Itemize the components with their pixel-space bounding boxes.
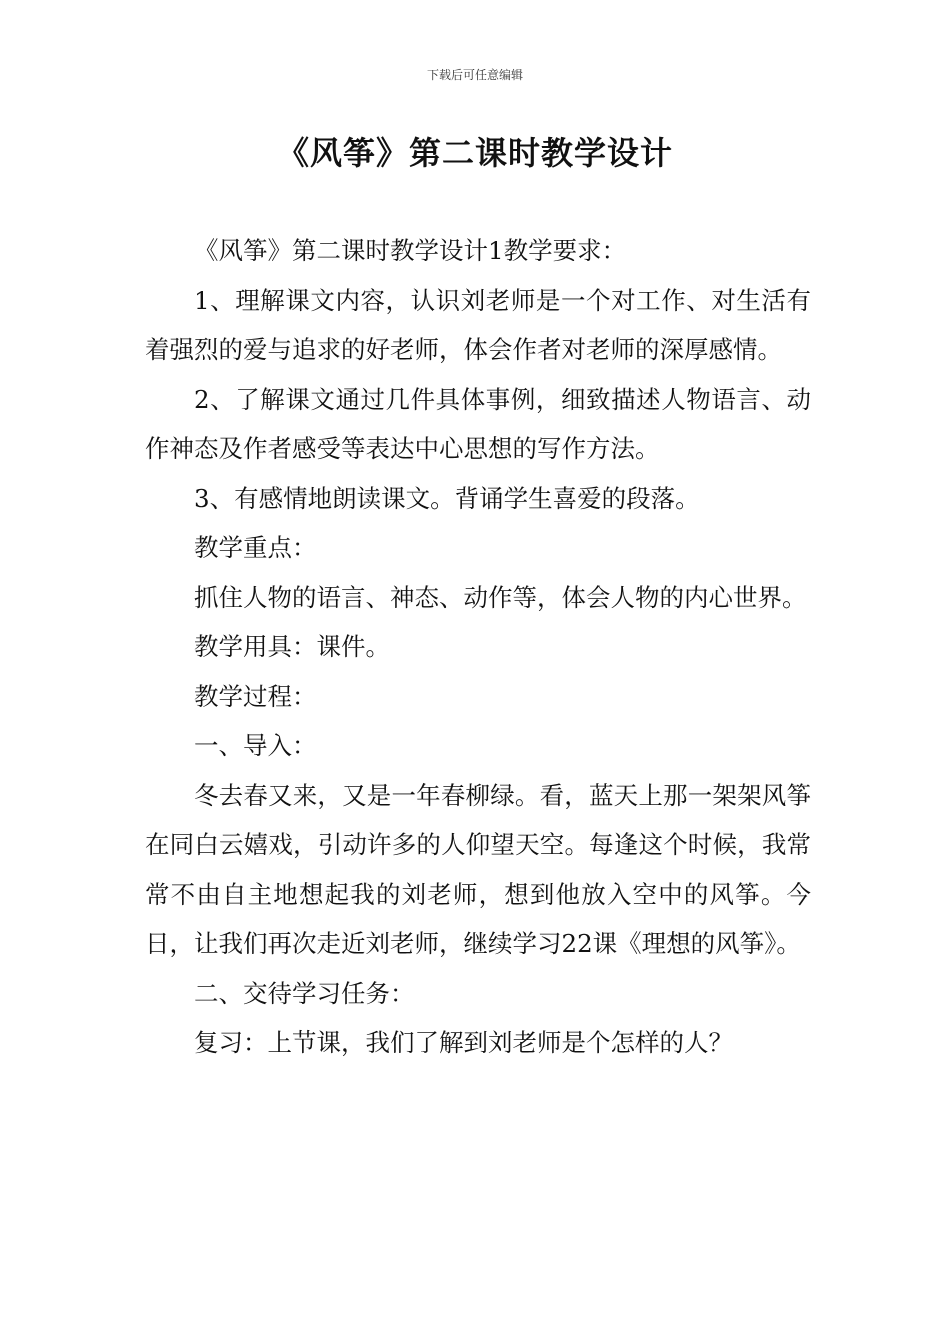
paragraph-requirement-1: 1、理解课文内容，认识刘老师是一个对工作、对生活有着强烈的爱与追求的好老师，体会作者对老师的深厚感情。 [145, 285, 811, 364]
paragraph-requirement-2: 2、了解课文通过几件具体事例，细致描述人物语言、动作神态及作者感受等表达中心思想的写作方法。 [145, 384, 811, 463]
paragraph-introduction: 冬去春又来，又是一年春柳绿。看，蓝天上那一架架风筝在同白云嬉戏，引动许多的人仰望天空。每逢这个时候，我常常不由自主地想起我的刘老师，想到他放入空中的风筝。今日，让我们再次走近刘老师，继续学习22课《理想的风筝》。 [145, 780, 811, 958]
paragraph-review: 复习：上节课，我们了解到刘老师是个怎样的人？ [194, 1028, 733, 1057]
paragraph-section-1-heading: 一、导入： [194, 731, 317, 760]
paragraph-requirement-3: 3、有感情地朗读课文。背诵学生喜爱的段落。 [194, 483, 700, 513]
paragraph-requirements-heading: 《风筝》第二课时教学设计1教学要求： [194, 236, 627, 265]
paragraph-process-heading: 教学过程： [194, 681, 317, 711]
paragraph-section-2-heading: 二、交待学习任务： [194, 978, 415, 1008]
paragraph-teaching-tools: 教学用具：课件。 [194, 632, 390, 661]
paragraph-key-points: 抓住人物的语言、神态、动作等，体会人物的内心世界。 [194, 582, 807, 612]
header-note: 下载后可任意编辑 [426, 68, 523, 82]
document-title: 《风筝》第二课时教学设计 [276, 134, 673, 172]
document-body [145, 226, 811, 1068]
paragraph-key-points-heading: 教学重点： [194, 533, 317, 562]
